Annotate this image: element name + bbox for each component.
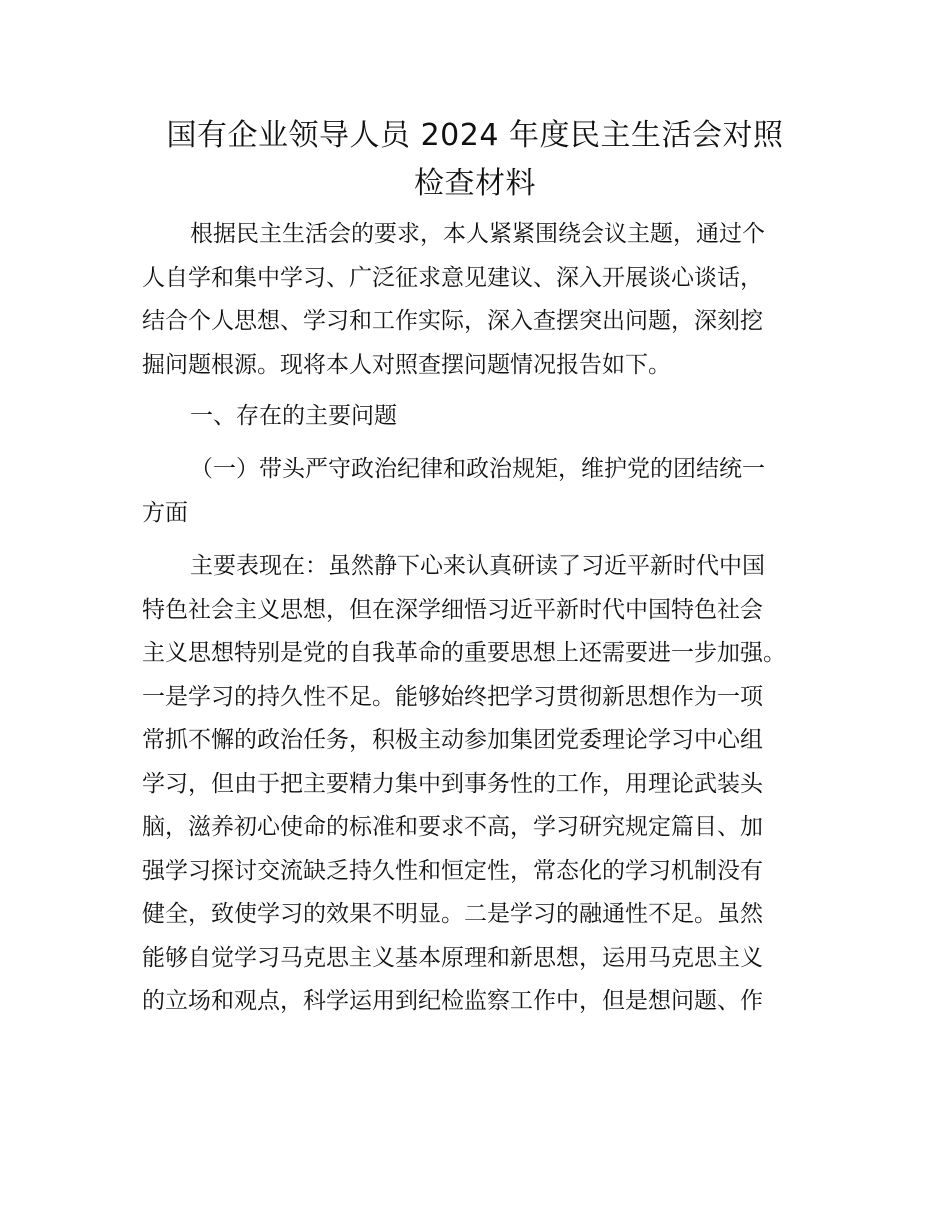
subsection-heading-block (142, 448, 822, 535)
body-line: 特色社会主义思想，但在深学细悟习近平新时代中国特色社会 (142, 596, 763, 623)
body-line: 学习，但由于把主要精力集中到事务性的工作，用理论武装头 (142, 770, 763, 797)
body-line: 能够自觉学习马克思主义基本原理和新思想，运用马克思主义 (142, 944, 763, 971)
body-line: 主义思想特别是党的自我革命的重要思想上还需要进一步加强。 (142, 640, 786, 666)
title-line-1: 国有企业领导人员 2024 年度民主生活会对照 (166, 118, 784, 153)
body-line: 主要表现在：虽然静下心来认真研读了习近平新时代中国 (190, 553, 765, 579)
body-line: 强学习探讨交流缺乏持久性和恒定性，常态化的学习机制没有 (142, 857, 763, 884)
body-line: 常抓不懈的政治任务，积极主动参加集团党委理论学习中心组 (142, 727, 763, 753)
intro-paragraph (142, 213, 822, 387)
body-line: 健全，致使学习的效果不明显。二是学习的融通性不足。虽然 (142, 901, 763, 927)
section-heading: 一、存在的主要问题 (190, 403, 397, 429)
section-heading-block (142, 395, 822, 439)
document-title (120, 112, 830, 208)
title-line-2: 检查材料 (414, 166, 536, 201)
subsection-heading-line: （一）带头严守政治纪律和政治规矩，维护党的团结统一 (190, 456, 765, 482)
subsection-heading-line: 方面 (142, 499, 188, 526)
intro-line: 结合个人思想、学习和工作实际，深入查摆突出问题，深刻挖 (142, 308, 763, 334)
body-line: 的立场和观点，科学运用到纪检监察工作中，但是想问题、作 (142, 988, 763, 1014)
body-line: 一是学习的持久性不足。能够始终把学习贯彻新思想作为一项 (142, 683, 763, 710)
intro-line: 根据民主生活会的要求，本人紧紧围绕会议主题，通过个 (190, 221, 765, 247)
body-line: 脑，滋养初心使命的标准和要求不高，学习研究规定篇目、加 (142, 814, 763, 840)
intro-line: 掘问题根源。现将本人对照查摆问题情况报告如下。 (142, 351, 671, 378)
intro-line: 人自学和集中学习、广泛征求意见建议、深入开展谈心谈话， (142, 264, 763, 291)
body-paragraph (142, 545, 822, 1024)
